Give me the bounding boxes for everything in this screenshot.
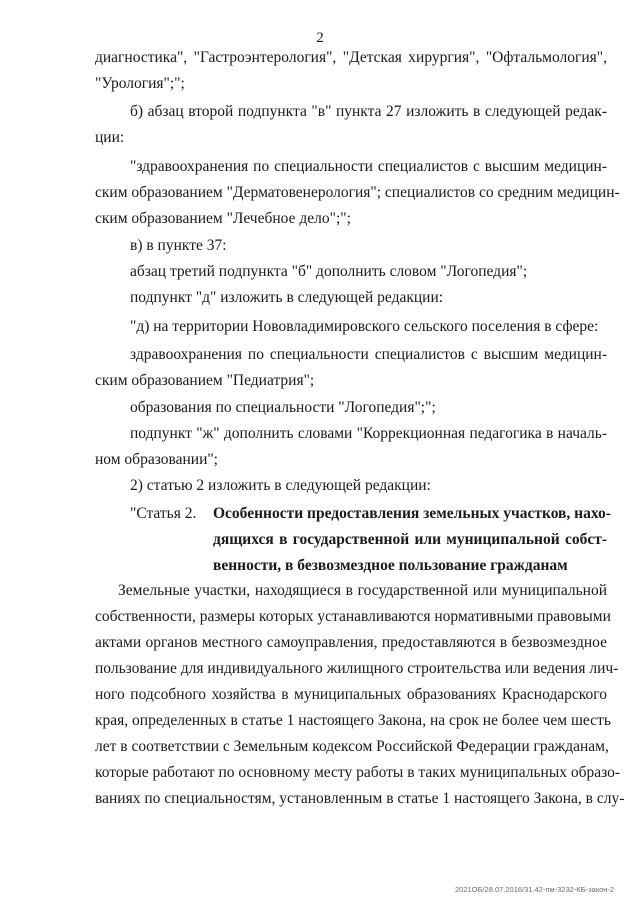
body-line: ного подсобного хозяйства в муниципальных образованиях Краснодарского <box>95 686 607 703</box>
document-footer-code: 2021ОБ/28.07.2016/31.42-пм-3232-КБ-закон-2 <box>455 885 615 894</box>
text-line: подпункт "ж" дополнить словами "Коррекционная педагогика в началь- <box>130 425 607 442</box>
text-line: "д) на территории Нововладимировского сельского поселения в сфере: <box>130 318 599 335</box>
body-line: собственности, размеры которых устанавливаются нормативными правовыми <box>95 608 611 625</box>
body-line: лет в соответствии с Земельным кодексом Российской Федерации гражданам, <box>95 738 609 755</box>
text-line: здравоохранения по специальности специалистов с высшим медицин- <box>130 346 607 363</box>
article-title-line: Особенности предоставления земельных участков, нахо- <box>213 505 611 522</box>
article-prefix: "Статья 2. <box>130 505 197 522</box>
page-number: 2 <box>316 30 324 46</box>
text-line: ским образованием "Педиатрия"; <box>95 372 315 389</box>
body-line: пользование для индивидуального жилищного строительства или ведения лич- <box>95 660 619 677</box>
text-line: диагностика", "Гастроэнтерология", "Детская хирургия", "Офтальмология", <box>95 49 607 66</box>
text-line: б) абзац второй подпункта "в" пункта 27 изложить в следующей редак- <box>130 103 607 120</box>
body-line: ваниях по специальностям, установленным в статье 1 настоящего Закона, в слу- <box>95 790 625 807</box>
text-line: подпункт "д" изложить в следующей редакции: <box>130 289 444 306</box>
text-line: образования по специальности "Логопедия";"; <box>130 399 436 416</box>
text-line: в) в пункте 37: <box>130 237 227 254</box>
text-line: ции: <box>95 129 125 146</box>
text-line: ном образовании"; <box>95 451 218 468</box>
body-line: края, определенных в статье 1 настоящего Закона, на срок не более чем шесть <box>95 712 611 729</box>
body-line: Земельные участки, находящиеся в государственной или муниципальной <box>118 582 607 599</box>
article-title-line: дящихся в государственной или муниципальной собст- <box>213 531 607 548</box>
text-line: "Урология";"; <box>95 75 185 92</box>
body-line: которые работают по основному месту работы в таких муниципальных образо- <box>95 764 621 781</box>
text-line: "здравоохранения по специальности специалистов с высшим медицин- <box>130 158 607 175</box>
body-line: актами органов местного самоуправления, предоставляются в безвозмездное <box>95 634 607 651</box>
text-line: ским образованием "Дерматовенерология"; специалистов со средним медицин- <box>95 184 620 201</box>
text-line: ским образованием "Лечебное дело";"; <box>95 210 351 227</box>
text-line: 2) статью 2 изложить в следующей редакции: <box>130 477 431 494</box>
article-title-line: венности, в безвозмездное пользование гражданам <box>213 557 568 574</box>
text-line: абзац третий подпункта "б" дополнить словом "Логопедия"; <box>130 263 528 280</box>
